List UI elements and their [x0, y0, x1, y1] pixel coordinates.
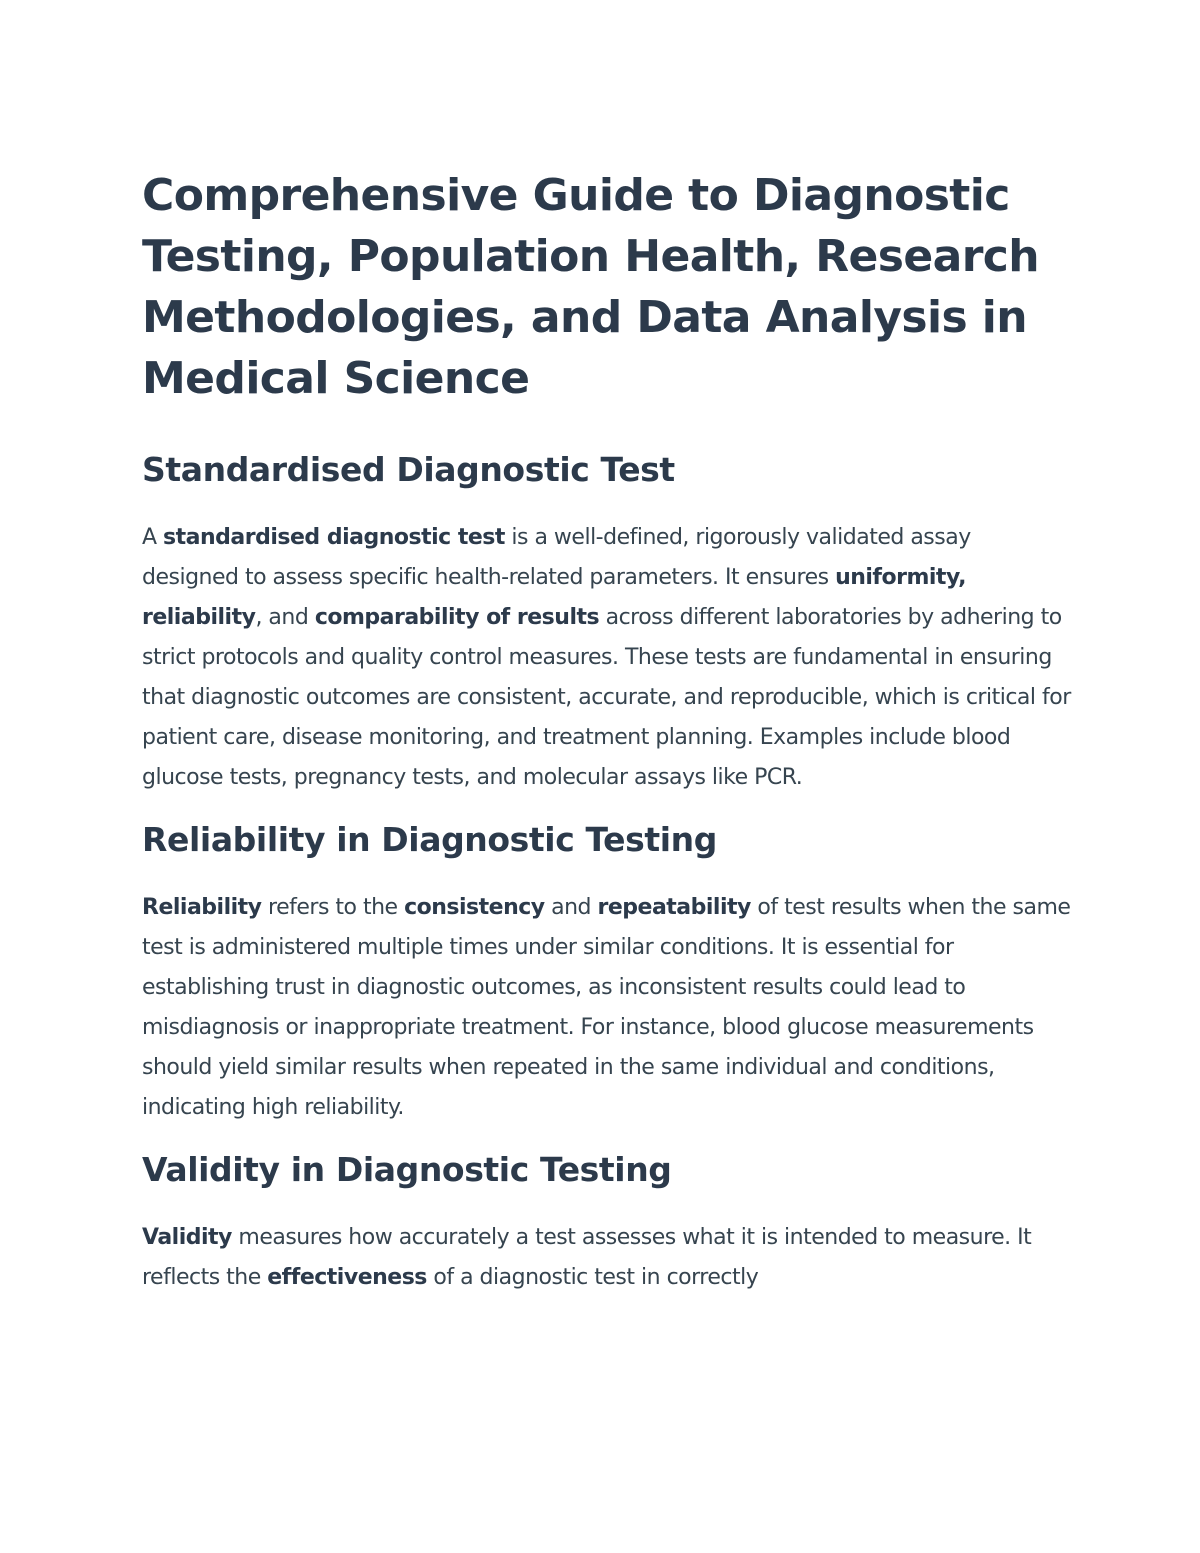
section-heading: Reliability in Diagnostic Testing	[142, 820, 717, 859]
text-run: measures how accurately a test assesses what it is intended to measure. It reflects the	[142, 1225, 1032, 1290]
section-heading: Standardised Diagnostic Test	[142, 450, 675, 489]
bold-term: comparability of results	[314, 605, 600, 630]
text-run: is a well-defined, rigorously validated assay designed to assess specific health-related parameters. It ensures	[142, 525, 971, 590]
bold-term: Reliability	[142, 895, 262, 920]
section-standardised-diagnostic-test	[142, 449, 1072, 798]
section-paragraph	[142, 1218, 1072, 1298]
bold-term: standardised diagnostic test	[163, 525, 505, 550]
section-paragraph	[142, 888, 1072, 1128]
bold-term: effectiveness	[267, 1265, 427, 1290]
document-page	[142, 165, 1072, 1319]
bold-term: repeatability	[597, 895, 751, 920]
section-validity	[142, 1149, 1072, 1298]
text-run: refers to the	[261, 895, 405, 920]
text-run: , and	[255, 605, 315, 630]
text-run: of test results when the same test is administered multiple times under similar conditions. It is essential for establishing trust in diagnostic outcomes, as inconsistent results could lead to misdiagnosis or inappropriate treatment. For instance, blood glucose measurements should yield similar results when repeated in the same individual and conditions, indicating high reliability.	[142, 895, 1071, 1120]
section-paragraph	[142, 518, 1072, 798]
document-title: Comprehensive Guide to Diagnostic Testing, Population Health, Research Methodologies, and Data Analysis in Medical Science	[142, 170, 1040, 404]
text-run: across different laboratories by adhering to strict protocols and quality control measures. These tests are fundamental in ensuring that diagnostic outcomes are consistent, accurate, and reproducible, which is critical for patient care, disease monitoring, and treatment planning. Examples include blood glucose tests, pregnancy tests, and molecular assays like PCR.	[142, 605, 1071, 790]
text-run: A	[142, 525, 164, 550]
text-run: and	[544, 895, 598, 920]
section-reliability	[142, 819, 1072, 1128]
bold-term: Validity	[142, 1225, 232, 1250]
bold-term: uniformity, reliability	[142, 565, 966, 630]
section-heading: Validity in Diagnostic Testing	[142, 1150, 672, 1189]
text-run: of a diagnostic test in correctly	[426, 1265, 759, 1290]
bold-term: consistency	[404, 895, 545, 920]
